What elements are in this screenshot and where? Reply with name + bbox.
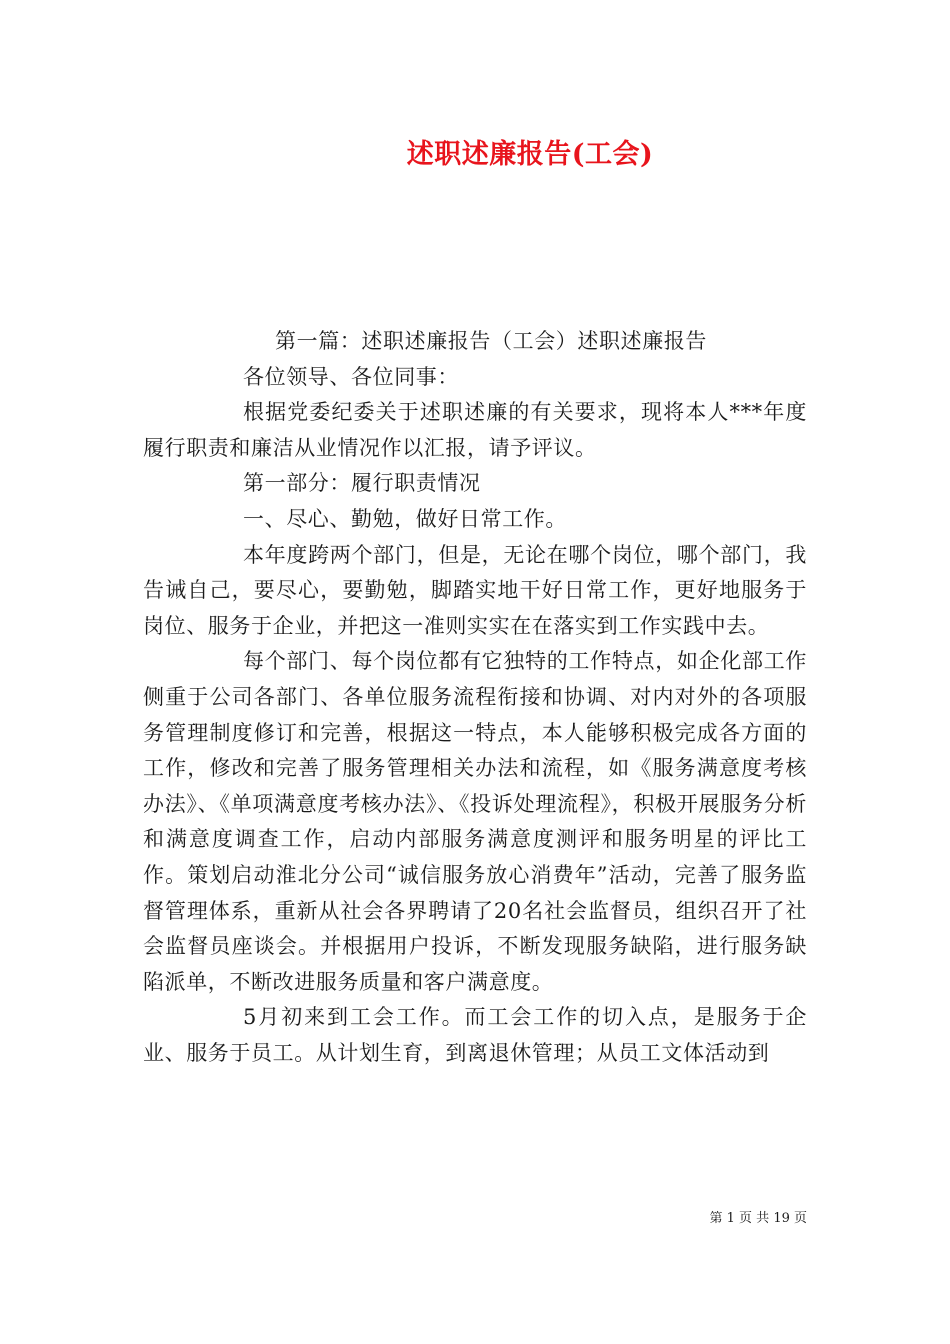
paragraph: 每个部门、每个岗位都有它独特的工作特点，如企化部工作侧重于公司各部门、各单位服务流程衔接和协调、对内对外的各项服务管理制度修订和完善，根据这一特点，本人能够积极完成各方面的工作，修改和完善了服务管理相关办法和流程，如《服务满意度考核办法》、《单项满意度考核办法》、《投诉处理流程》，积极开展服务分析和满意度调查工作，启动内部服务满意度测评和服务明星的评比工作。策划启动淮北分公司“诚信服务放心消费年”活动，完善了服务监督管理体系，重新从社会各界聘请了20名社会监督员，组织召开了社会监督员座谈会。并根据用户投诉，不断发现服务缺陷，进行服务缺陷派单，不断改进服务质量和客户满意度。	[143, 649, 807, 994]
page-number-footer: 第 1 页 共 19 页	[709, 1211, 807, 1226]
paragraph-greeting: 各位领导、各位同事：	[243, 364, 459, 389]
document-body	[143, 324, 807, 1071]
document-subtitle: 第一篇：述职述廉报告（工会）述职述廉报告	[275, 329, 707, 353]
paragraph-intro: 根据党委纪委关于述职述廉的有关要求，现将本人***年度履行职责和廉洁从业情况作以汇报，请予评议。	[143, 400, 807, 460]
paragraph: 5月初来到工会工作。而工会工作的切入点，是服务于企业、服务于员工。从计划生育，到离退休管理；从员工文体活动到	[143, 1005, 807, 1065]
document-title: 述职述廉报告(工会)	[406, 139, 654, 170]
subsection-heading: 一、尽心、勤勉，做好日常工作。	[243, 506, 567, 531]
section-heading: 第一部分：履行职责情况	[243, 471, 481, 496]
paragraph: 本年度跨两个部门，但是，无论在哪个岗位，哪个部门，我告诫自己，要尽心，要勤勉，脚踏实地干好日常工作，更好地服务于岗位、服务于企业，并把这一准则实实在在落实到工作实践中去。	[143, 542, 807, 638]
